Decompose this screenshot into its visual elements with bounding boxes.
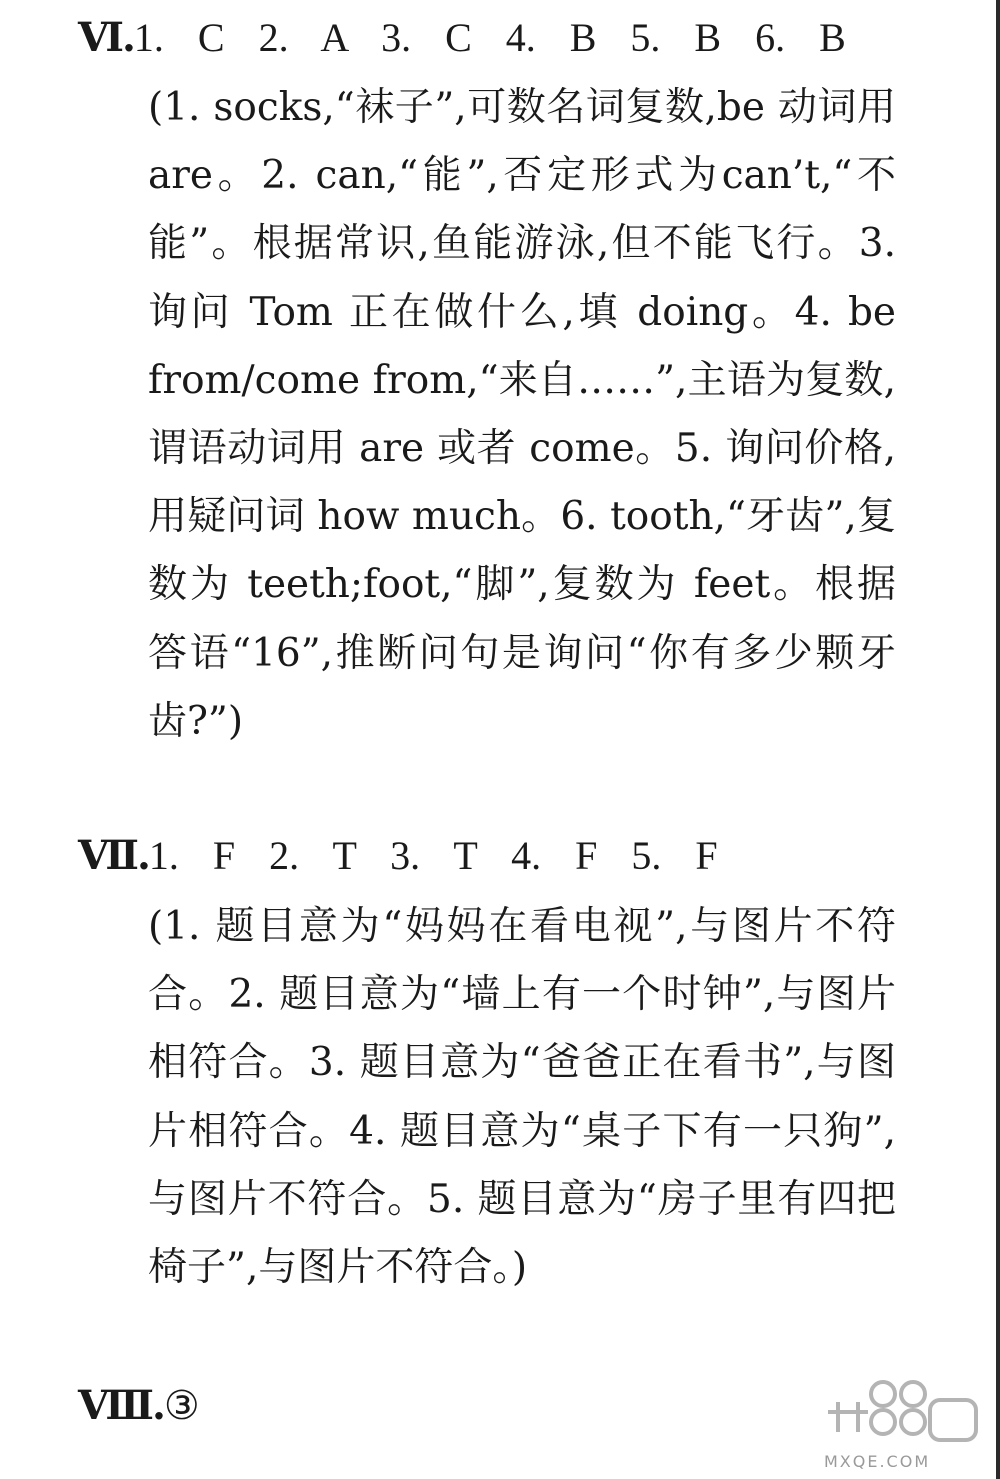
section-7-header	[78, 822, 718, 890]
section-7-explanation: (1. 题目意为“妈妈在看电视”,与图片不符合。2. 题目意为“墙上有一个时钟”,与图片相符合。3. 题目意为“爸爸正在看书”,与图片相符合。4. 题目意为“桌子下有一只狗”,与图片不符合。5. 题目意为“房子里有四把椅子”,与图片不符合。)	[148, 904, 896, 1291]
section-8-numeral: Ⅷ.	[78, 1382, 164, 1429]
section-8-answer: ③	[163, 1383, 200, 1429]
section-6-header	[78, 4, 846, 72]
section-6-numeral: Ⅵ.	[78, 14, 134, 61]
section-7-answers: 1. F 2. T 3. T 4. F 5. F	[148, 833, 718, 878]
watermark-url: MXQE.COM	[824, 1452, 931, 1471]
page-edge-divider	[996, 0, 1000, 1479]
section-6-explanation: (1. socks,“袜子”,可数名词复数,be 动词用 are。2. can,“能”,否定形式为can’t,“不能”。根据常识,鱼能游泳,但不能飞行。3. 询问 Tom 正在做什么,填 doing。4. be from/come from,“来自……”,主语为复数,谓语动词用 are 或者 come。5. 询问价格,用疑问词 how much。6. tooth,“牙齿”,复数为 teeth;foot,“脚”,复数为 feet。根据答语“16”,推断问句是询问“你有多少颗牙齿?”)	[148, 85, 896, 744]
section-8-header	[78, 1372, 200, 1440]
section-7-numeral: Ⅶ.	[78, 832, 149, 879]
section-6-answers: 1. C 2. A 3. C 4. B 5. B 6. B	[133, 15, 846, 60]
